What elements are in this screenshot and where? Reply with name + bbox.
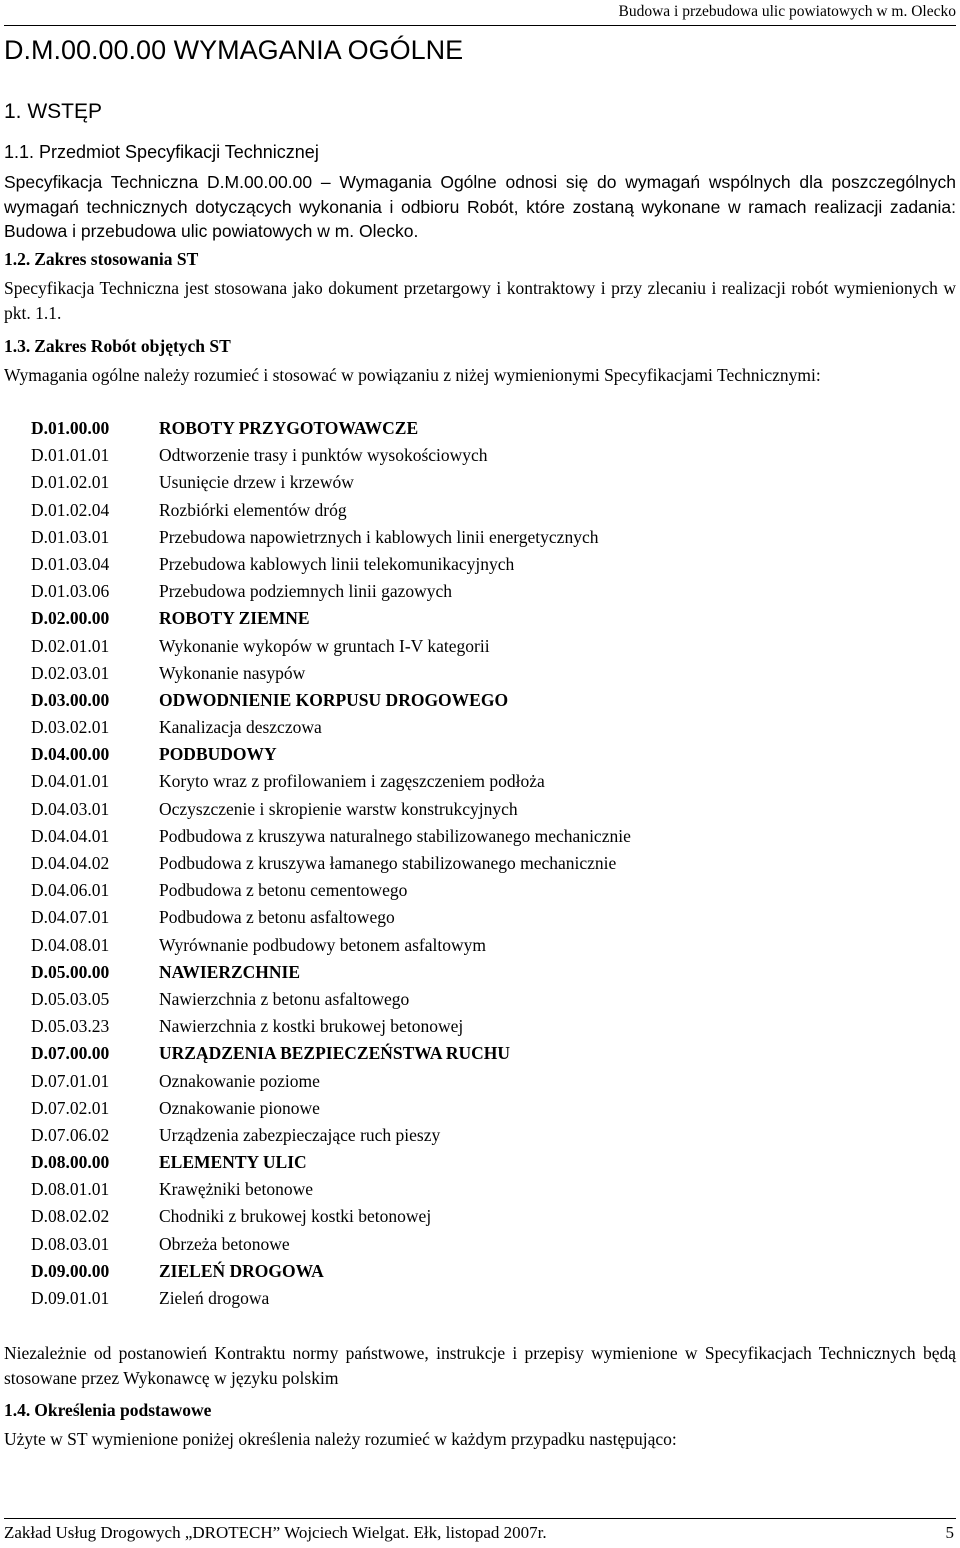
spec-code: D.01.02.04 xyxy=(31,499,110,520)
spec-code: D.04.08.01 xyxy=(31,934,110,955)
spec-code: D.03.00.00 xyxy=(31,689,110,710)
spec-code: D.09.00.00 xyxy=(31,1260,110,1281)
spec-row xyxy=(31,443,931,470)
spec-code: D.01.03.06 xyxy=(31,581,110,602)
section-1-1-heading: 1.1. Przedmiot Specyfikacji Technicznej xyxy=(4,142,319,162)
spec-code: D.02.00.00 xyxy=(31,608,110,629)
section-1-2-title: Zakres stosowania ST xyxy=(34,249,199,269)
spec-code: D.02.01.01 xyxy=(31,635,110,656)
footer-divider xyxy=(4,1518,956,1519)
spec-name: Chodniki z brukowej kostki betonowej xyxy=(159,1206,432,1227)
spec-name: Koryto wraz z profilowaniem i zagęszczeniem podłoża xyxy=(159,771,545,792)
spec-row xyxy=(31,498,931,525)
spec-name: ROBOTY ZIEMNE xyxy=(159,608,310,629)
spec-row xyxy=(31,987,931,1014)
section-1-2-paragraph: Specyfikacja Techniczna jest stosowana jako dokument przetargowy i kontraktowy i przy zlecaniu i realizacji robót wymienionych w pkt. 1.1. xyxy=(4,278,956,323)
spec-code: D.01.03.04 xyxy=(31,553,110,574)
spec-code: D.05.03.05 xyxy=(31,988,110,1009)
spec-code: D.04.04.01 xyxy=(31,825,110,846)
spec-code: D.07.06.02 xyxy=(31,1124,110,1145)
spec-name: Podbudowa z kruszywa łamanego stabilizowanego mechanicznie xyxy=(159,853,617,873)
spec-name: NAWIERZCHNIE xyxy=(159,961,300,982)
spec-row xyxy=(31,797,931,824)
spec-name: Oznakowanie poziome xyxy=(159,1070,320,1091)
header-divider xyxy=(4,25,956,26)
spec-code: D.01.03.01 xyxy=(31,526,110,547)
spec-name: Oznakowanie pionowe xyxy=(159,1097,320,1118)
spec-row xyxy=(31,525,931,552)
spec-name: PODBUDOWY xyxy=(159,744,277,765)
spec-row xyxy=(31,1069,931,1096)
section-1-4-heading xyxy=(4,1400,211,1421)
section-1-4-paragraph: Użyte w ST wymienione poniżej określenia należy rozumieć w każdym przypadku następująco: xyxy=(4,1429,677,1449)
spec-row xyxy=(31,824,931,851)
spec-name: Urządzenia zabezpieczające ruch pieszy xyxy=(159,1124,441,1145)
spec-row xyxy=(31,552,931,579)
section-1-1-paragraph: Specyfikacja Techniczna D.M.00.00.00 – Wymagania Ogólne odnosi się do wymagań wspólnych dla poszczególnych wymagań technicznych dotyczących wykonania i odbioru Robót, które zostaną wykonane w ramach realizacji zadania: Budowa i przebudowa ulic powiatowych w m. Olecko. xyxy=(4,172,956,241)
spec-code: D.07.01.01 xyxy=(31,1070,110,1091)
spec-row xyxy=(31,1177,931,1204)
running-header: Budowa i przebudowa ulic powiatowych w m. Olecko xyxy=(618,3,956,20)
spec-row xyxy=(31,579,931,606)
spec-row xyxy=(31,1014,931,1041)
spec-row xyxy=(31,1232,931,1259)
specification-list xyxy=(31,416,931,1313)
spec-row xyxy=(31,933,931,960)
spec-row xyxy=(31,715,931,742)
spec-row xyxy=(31,878,931,905)
section-1-3-number: 1.3. xyxy=(4,336,31,356)
document-title: D.M.00.00.00 WYMAGANIA OGÓLNE xyxy=(4,35,464,65)
spec-row xyxy=(31,1096,931,1123)
spec-code: D.05.03.23 xyxy=(31,1016,110,1037)
spec-code: D.08.00.00 xyxy=(31,1152,110,1173)
spec-code: D.02.03.01 xyxy=(31,662,110,683)
spec-code: D.08.02.02 xyxy=(31,1206,110,1227)
spec-row xyxy=(31,769,931,796)
spec-code: D.08.01.01 xyxy=(31,1179,110,1200)
spec-group-row xyxy=(31,1041,931,1068)
section-1-3-heading xyxy=(4,336,231,357)
spec-code: D.04.03.01 xyxy=(31,798,110,819)
spec-name: Przebudowa kablowych linii telekomunikacyjnych xyxy=(159,553,515,574)
spec-code: D.09.01.01 xyxy=(31,1288,110,1308)
footer-company: Zakład Usług Drogowych „DROTECH” Wojciech Wielgat. Ełk, listopad 2007r. xyxy=(4,1523,547,1542)
spec-group-row xyxy=(31,416,931,443)
spec-group-row xyxy=(31,1150,931,1177)
spec-code: D.07.02.01 xyxy=(31,1097,110,1118)
spec-name: Podbudowa z betonu cementowego xyxy=(159,880,408,901)
spec-row xyxy=(31,1286,931,1313)
spec-name: URZĄDZENIA BEZPIECZEŃSTWA RUCHU xyxy=(159,1043,511,1064)
standards-paragraph: Niezależnie od postanowień Kontraktu normy państwowe, instrukcje i przepisy wymienione w Specyfikacjach Technicznych będą stosowane przez Wykonawcę w języku polskim xyxy=(4,1343,956,1388)
spec-name: Przebudowa napowietrznych i kablowych linii energetycznych xyxy=(159,526,599,547)
spec-name: Rozbiórki elementów dróg xyxy=(159,499,347,520)
section-1-heading: 1. WSTĘP xyxy=(4,100,103,123)
spec-group-row xyxy=(31,606,931,633)
spec-name: Odtworzenie trasy i punktów wysokościowych xyxy=(159,445,488,466)
section-1-4-title: Określenia podstawowe xyxy=(34,1400,212,1420)
spec-name: Zieleń drogowa xyxy=(159,1288,270,1308)
spec-group-row xyxy=(31,1259,931,1286)
section-1-2-number: 1.2. xyxy=(4,249,31,269)
spec-row xyxy=(31,851,931,878)
page-number: 5 xyxy=(945,1523,954,1542)
spec-name: Podbudowa z betonu asfaltowego xyxy=(159,907,395,928)
spec-code: D.01.00.00 xyxy=(31,418,110,438)
spec-code: D.05.00.00 xyxy=(31,961,110,982)
spec-code: D.04.00.00 xyxy=(31,744,110,765)
spec-name: Wyrównanie podbudowy betonem asfaltowym xyxy=(159,934,486,955)
spec-name: Kanalizacja deszczowa xyxy=(159,717,322,738)
spec-name: Podbudowa z kruszywa naturalnego stabilizowanego mechanicznie xyxy=(159,825,631,846)
spec-name: Przebudowa podziemnych linii gazowych xyxy=(159,581,453,602)
spec-code: D.04.04.02 xyxy=(31,853,110,873)
spec-group-row xyxy=(31,688,931,715)
spec-code: D.08.03.01 xyxy=(31,1233,110,1254)
spec-code: D.01.01.01 xyxy=(31,445,110,466)
spec-name: Wykonanie nasypów xyxy=(159,662,306,683)
spec-name: ROBOTY PRZYGOTOWAWCZE xyxy=(159,418,419,438)
spec-row xyxy=(31,1204,931,1231)
spec-code: D.04.07.01 xyxy=(31,907,110,928)
spec-code: D.07.00.00 xyxy=(31,1043,110,1064)
spec-row xyxy=(31,634,931,661)
section-1-3-title: Zakres Robót objętych ST xyxy=(34,336,231,356)
spec-row xyxy=(31,905,931,932)
spec-name: Nawierzchnia z kostki brukowej betonowej xyxy=(159,1016,464,1037)
spec-name: Usunięcie drzew i krzewów xyxy=(159,472,354,493)
spec-name: Oczyszczenie i skropienie warstw konstrukcyjnych xyxy=(159,798,518,819)
spec-group-row xyxy=(31,742,931,769)
spec-code: D.04.06.01 xyxy=(31,880,110,901)
spec-name: Wykonanie wykopów w gruntach I-V kategorii xyxy=(159,635,490,656)
spec-code: D.04.01.01 xyxy=(31,771,110,792)
spec-name: Obrzeża betonowe xyxy=(159,1233,290,1254)
section-1-2-heading xyxy=(4,249,198,270)
spec-name: Nawierzchnia z betonu asfaltowego xyxy=(159,988,410,1009)
spec-row xyxy=(31,470,931,497)
spec-row xyxy=(31,661,931,688)
spec-code: D.03.02.01 xyxy=(31,717,110,738)
spec-name: ODWODNIENIE KORPUSU DROGOWEGO xyxy=(159,689,509,710)
spec-code: D.01.02.01 xyxy=(31,472,110,493)
section-1-4-number: 1.4. xyxy=(4,1400,31,1420)
spec-name: Krawężniki betonowe xyxy=(159,1179,314,1200)
spec-name: ZIELEŃ DROGOWA xyxy=(159,1260,324,1281)
section-1-3-paragraph: Wymagania ogólne należy rozumieć i stosować w powiązaniu z niżej wymienionymi Specyfikacjami Technicznymi: xyxy=(4,365,821,385)
spec-name: ELEMENTY ULIC xyxy=(159,1152,307,1173)
spec-row xyxy=(31,1123,931,1150)
spec-group-row xyxy=(31,960,931,987)
